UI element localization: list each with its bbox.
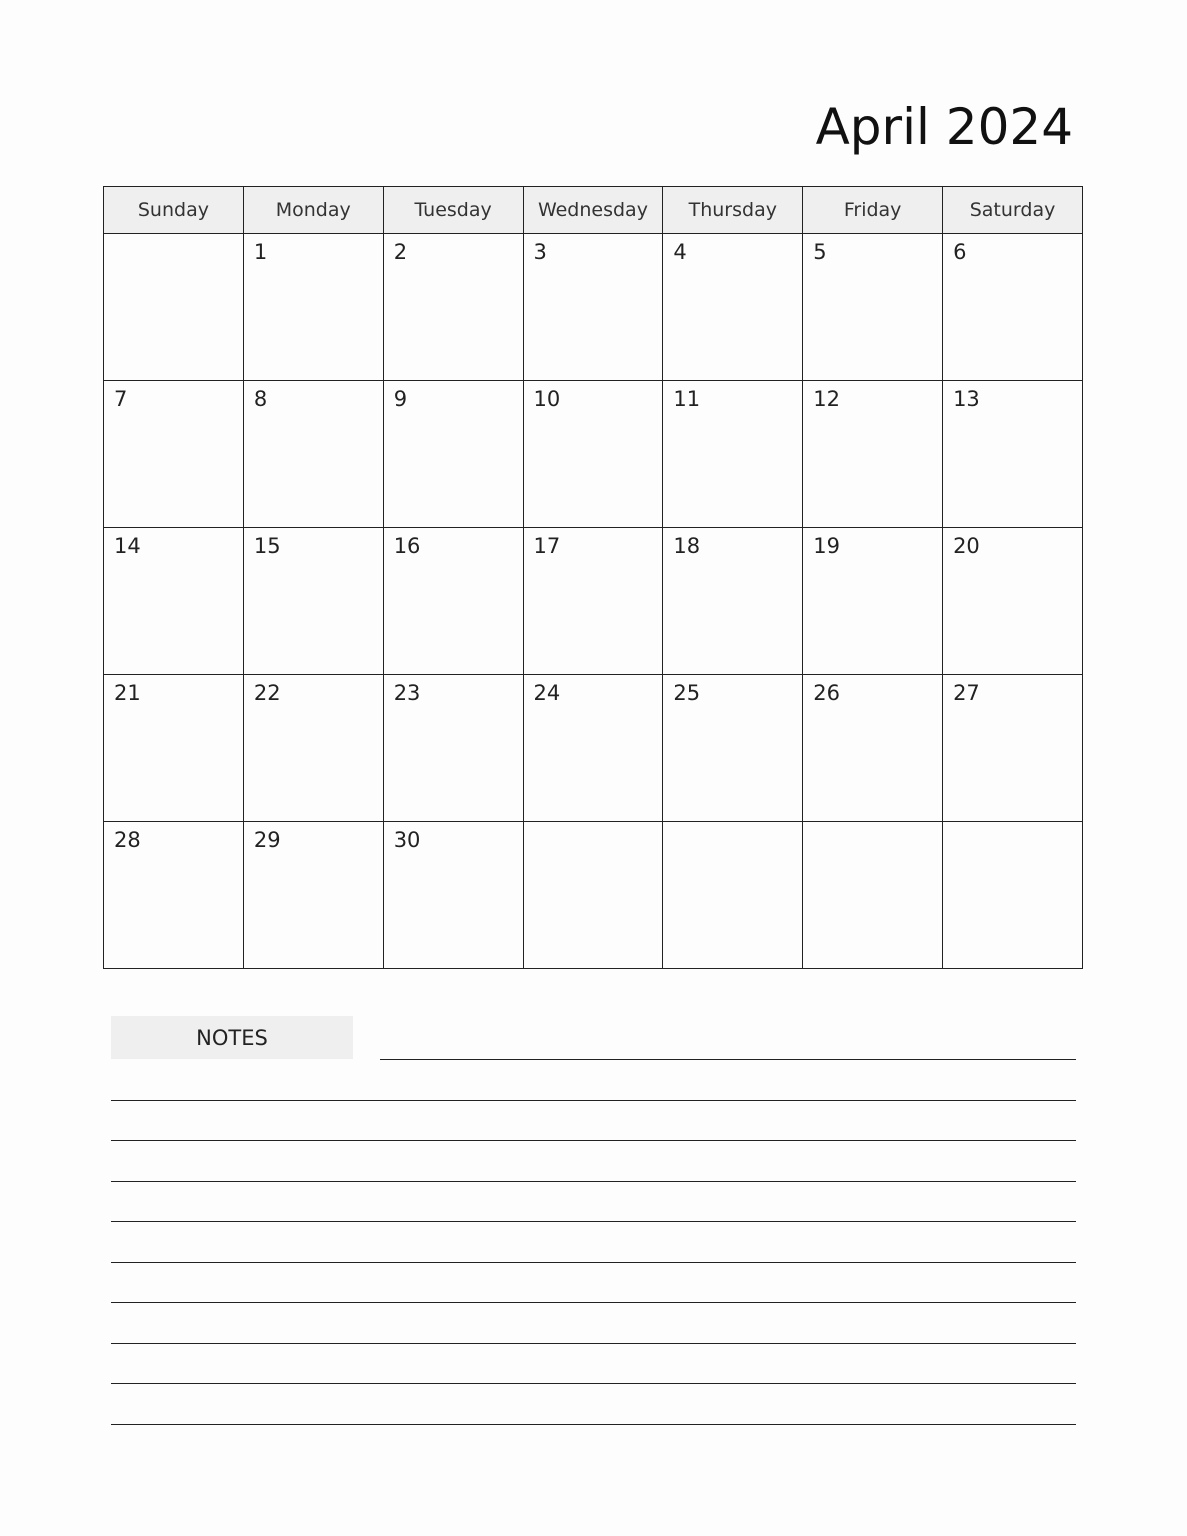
day-number: 25 — [673, 681, 701, 705]
day-number — [663, 822, 802, 828]
day-number: 12 — [813, 387, 840, 411]
day-number: 5 — [813, 240, 827, 264]
day-cell[interactable] — [663, 675, 803, 822]
notes-label: NOTES — [111, 1016, 353, 1059]
day-cell[interactable] — [104, 822, 244, 969]
day-number: 20 — [953, 534, 980, 558]
week-row — [104, 675, 1083, 822]
day-cell[interactable] — [383, 822, 523, 969]
day-cell[interactable] — [523, 822, 663, 969]
day-cell[interactable] — [383, 234, 523, 381]
day-number: 11 — [673, 387, 701, 411]
day-number: 16 — [393, 534, 421, 558]
day-number: 8 — [253, 387, 268, 411]
notes-line[interactable] — [111, 1383, 1076, 1384]
day-cell[interactable] — [383, 528, 523, 675]
day-cell[interactable] — [803, 381, 943, 528]
day-cell[interactable] — [523, 381, 663, 528]
day-number: 22 — [253, 681, 281, 705]
day-number: 28 — [114, 828, 141, 852]
day-number: 23 — [393, 681, 421, 705]
day-number: 4 — [673, 240, 687, 264]
day-number: 18 — [673, 534, 701, 558]
day-cell[interactable] — [243, 528, 383, 675]
weekday-header-monday: Monday — [243, 187, 383, 234]
day-number: 1 — [253, 240, 268, 264]
day-number: 27 — [953, 681, 980, 705]
week-row — [104, 381, 1083, 528]
day-cell[interactable] — [104, 234, 244, 381]
day-number: 29 — [253, 828, 281, 852]
day-cell[interactable] — [943, 528, 1083, 675]
day-cell[interactable] — [243, 822, 383, 969]
calendar-grid — [103, 186, 1083, 969]
day-cell[interactable] — [803, 234, 943, 381]
day-cell[interactable] — [943, 822, 1083, 969]
day-cell[interactable] — [803, 822, 943, 969]
day-number: 26 — [813, 681, 840, 705]
notes-line[interactable] — [111, 1262, 1076, 1263]
day-cell[interactable] — [243, 675, 383, 822]
day-cell[interactable] — [104, 528, 244, 675]
weekday-header-sunday: Sunday — [104, 187, 244, 234]
day-number: 15 — [253, 534, 281, 558]
day-cell[interactable] — [943, 675, 1083, 822]
day-cell[interactable] — [383, 675, 523, 822]
day-cell[interactable] — [523, 675, 663, 822]
day-number: 7 — [114, 387, 128, 411]
day-number: 6 — [953, 240, 967, 264]
day-number: 17 — [533, 534, 561, 558]
day-number: 3 — [533, 240, 547, 264]
day-cell[interactable] — [243, 234, 383, 381]
day-cell[interactable] — [663, 234, 803, 381]
notes-line[interactable] — [111, 1221, 1076, 1222]
month-title: April 2024 — [815, 98, 1073, 156]
day-cell[interactable] — [383, 381, 523, 528]
day-number: 24 — [533, 681, 561, 705]
day-cell[interactable] — [523, 234, 663, 381]
day-cell[interactable] — [663, 381, 803, 528]
notes-line[interactable] — [380, 1059, 1076, 1060]
day-cell[interactable] — [943, 381, 1083, 528]
day-cell[interactable] — [104, 675, 244, 822]
day-number: 14 — [114, 534, 141, 558]
day-number: 9 — [393, 387, 408, 411]
weekday-header-thursday: Thursday — [663, 187, 803, 234]
day-cell[interactable] — [523, 528, 663, 675]
day-number: 2 — [393, 240, 408, 264]
day-cell[interactable] — [943, 234, 1083, 381]
day-number: 13 — [953, 387, 980, 411]
day-number — [943, 822, 1082, 828]
weekday-header-saturday: Saturday — [943, 187, 1083, 234]
day-cell[interactable] — [104, 381, 244, 528]
notes-line[interactable] — [111, 1302, 1076, 1303]
notes-line[interactable] — [111, 1181, 1076, 1182]
day-number: 30 — [393, 828, 421, 852]
day-cell[interactable] — [803, 675, 943, 822]
notes-line[interactable] — [111, 1100, 1076, 1101]
week-row — [104, 234, 1083, 381]
day-number: 19 — [813, 534, 840, 558]
weekday-header-row — [104, 187, 1083, 234]
notes-line[interactable] — [111, 1424, 1076, 1425]
notes-line[interactable] — [111, 1140, 1076, 1141]
week-row — [104, 822, 1083, 969]
day-cell[interactable] — [663, 528, 803, 675]
day-number: 21 — [114, 681, 141, 705]
day-cell[interactable] — [243, 381, 383, 528]
day-number — [803, 822, 942, 828]
weekday-header-friday: Friday — [803, 187, 943, 234]
day-cell[interactable] — [803, 528, 943, 675]
day-number — [524, 822, 663, 828]
week-row — [104, 528, 1083, 675]
day-number — [104, 234, 243, 240]
day-cell[interactable] — [663, 822, 803, 969]
day-number: 10 — [533, 387, 561, 411]
weekday-header-wednesday: Wednesday — [523, 187, 663, 234]
weekday-header-tuesday: Tuesday — [383, 187, 523, 234]
notes-line[interactable] — [111, 1343, 1076, 1344]
